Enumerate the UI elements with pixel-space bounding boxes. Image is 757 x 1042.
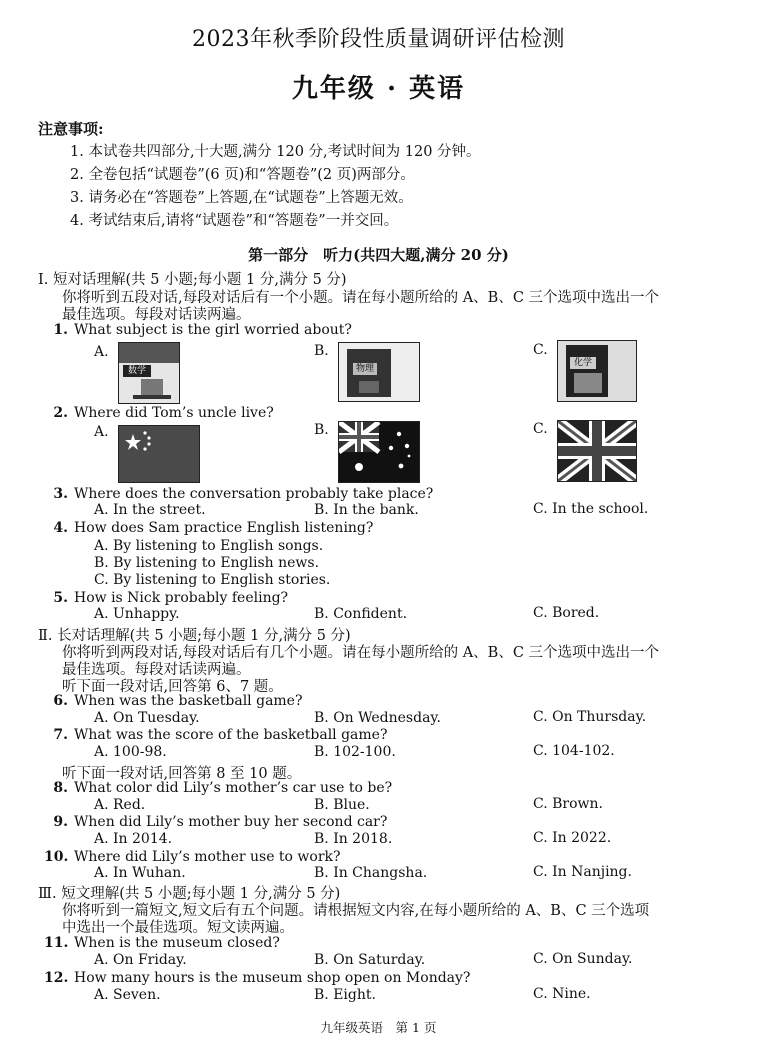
china-flag-image[interactable]	[118, 425, 200, 483]
section-instruction: 你将听到一篇短文,短文后有五个问题。请根据短文内容,在每小题所给的 A、B、C 三个选项	[62, 903, 650, 919]
section-instruction: 你将听到五段对话,每段对话后有一个小题。请在每小题所给的 A、B、C 三个选项中选出一个	[62, 290, 660, 306]
question-9: 9. When did Lily’s mother buy her second car?	[53, 814, 388, 830]
chemistry-book-image[interactable]	[557, 340, 637, 402]
question-1: 1. What subject is the girl worried about?	[53, 322, 352, 338]
option-a: A. 100-98.	[94, 744, 167, 760]
option-b: B. Confident.	[314, 606, 408, 622]
notice-item: 1. 本试卷共四部分,十大题,满分 120 分,考试时间为 120 分钟。	[70, 144, 481, 160]
book-label: 化学	[570, 357, 596, 369]
question-12: 12. How many hours is the museum shop open on Monday?	[44, 970, 471, 986]
option-c: C. On Thursday.	[533, 709, 647, 725]
option-b: B. In the bank.	[314, 502, 419, 518]
question-11: 11. When is the museum closed?	[44, 935, 280, 951]
option-a: A. Seven.	[94, 987, 161, 1003]
section-heading: Ⅲ. 短文理解(共 5 小题;每小题 1 分,满分 5 分)	[38, 886, 341, 902]
option-a: A. In the street.	[94, 502, 206, 518]
option-c: C. By listening to English stories.	[94, 572, 331, 588]
question-2: 2. Where did Tom’s uncle live?	[53, 405, 274, 421]
option-label: C.	[533, 342, 548, 358]
option-b: B. 102-100.	[314, 744, 396, 760]
option-c: C. In 2022.	[533, 830, 612, 846]
section-instruction: 最佳选项。每段对话读两遍。	[62, 662, 251, 678]
question-5: 5. How is Nick probably feeling?	[53, 590, 289, 606]
option-a: A. By listening to English songs.	[94, 538, 324, 554]
question-3: 3. Where does the conversation probably take place?	[53, 486, 434, 502]
question-6: 6. When was the basketball game?	[53, 693, 303, 709]
option-b: B. On Saturday.	[314, 952, 426, 968]
notice-item: 4. 考试结束后,请将“试题卷”和“答题卷”一并交回。	[70, 213, 399, 229]
question-4: 4. How does Sam practice English listening?	[53, 520, 374, 536]
option-c: C. 104-102.	[533, 743, 615, 759]
option-label: A.	[94, 424, 109, 440]
section-instruction: 你将听到两段对话,每段对话后有几个小题。请在每小题所给的 A、B、C 三个选项中选出一个	[62, 645, 660, 661]
option-b: B. On Wednesday.	[314, 710, 441, 726]
question-10: 10. Where did Lily’s mother use to work?	[44, 849, 341, 865]
uk-flag-image[interactable]	[557, 420, 637, 482]
option-b: B. In Changsha.	[314, 865, 428, 881]
sub-instruction: 听下面一段对话,回答第 6、7 题。	[62, 679, 283, 695]
option-b: B. By listening to English news.	[94, 555, 320, 571]
exam-title: 2023年秋季阶段性质量调研评估检测	[192, 27, 565, 52]
book-label: 物理	[353, 363, 377, 375]
section-instruction: 最佳选项。每段对话读两遍。	[62, 307, 251, 323]
physics-book-image[interactable]	[338, 342, 420, 402]
option-a: A. On Tuesday.	[94, 710, 200, 726]
notice-item: 2. 全卷包括“试题卷”(6 页)和“答题卷”(2 页)两部分。	[70, 167, 415, 183]
option-a: A. Red.	[94, 797, 146, 813]
section-heading: Ⅰ. 短对话理解(共 5 小题;每小题 1 分,满分 5 分)	[38, 272, 347, 288]
section-instruction: 中选出一个最佳选项。短文读两遍。	[62, 920, 294, 936]
notice-heading: 注意事项:	[38, 120, 104, 138]
book-label: 数学	[123, 365, 151, 377]
australia-flag-image[interactable]	[338, 421, 420, 483]
option-b: B. In 2018.	[314, 831, 393, 847]
option-label: B.	[314, 343, 329, 359]
option-c: C. Brown.	[533, 796, 603, 812]
option-a: A. In 2014.	[94, 831, 173, 847]
page-footer: 九年级英语 第 1 页	[320, 1020, 437, 1035]
option-label: A.	[94, 344, 109, 360]
option-b: B. Eight.	[314, 987, 376, 1003]
option-c: C. Nine.	[533, 986, 591, 1002]
option-c: C. Bored.	[533, 605, 600, 621]
math-book-image[interactable]	[118, 342, 180, 404]
option-b: B. Blue.	[314, 797, 370, 813]
question-8: 8. What color did Lily’s mother’s car use to be?	[53, 780, 393, 796]
option-a: A. On Friday.	[94, 952, 187, 968]
notice-item: 3. 请务必在“答题卷”上答题,在“试题卷”上答题无效。	[70, 190, 413, 206]
option-a: A. In Wuhan.	[94, 865, 186, 881]
question-7: 7. What was the score of the basketball game?	[53, 727, 388, 743]
option-c: C. In Nanjing.	[533, 864, 632, 880]
part-heading: 第一部分 听力(共四大题,满分 20 分)	[248, 246, 509, 264]
option-label: B.	[314, 422, 329, 438]
sub-instruction: 听下面一段对话,回答第 8 至 10 题。	[62, 766, 302, 782]
option-label: C.	[533, 421, 548, 437]
option-c: C. In the school.	[533, 501, 649, 517]
option-a: A. Unhappy.	[94, 606, 180, 622]
exam-subtitle: 九年级 · 英语	[291, 74, 466, 104]
section-heading: Ⅱ. 长对话理解(共 5 小题;每小题 1 分,满分 5 分)	[38, 628, 351, 644]
option-c: C. On Sunday.	[533, 951, 633, 967]
